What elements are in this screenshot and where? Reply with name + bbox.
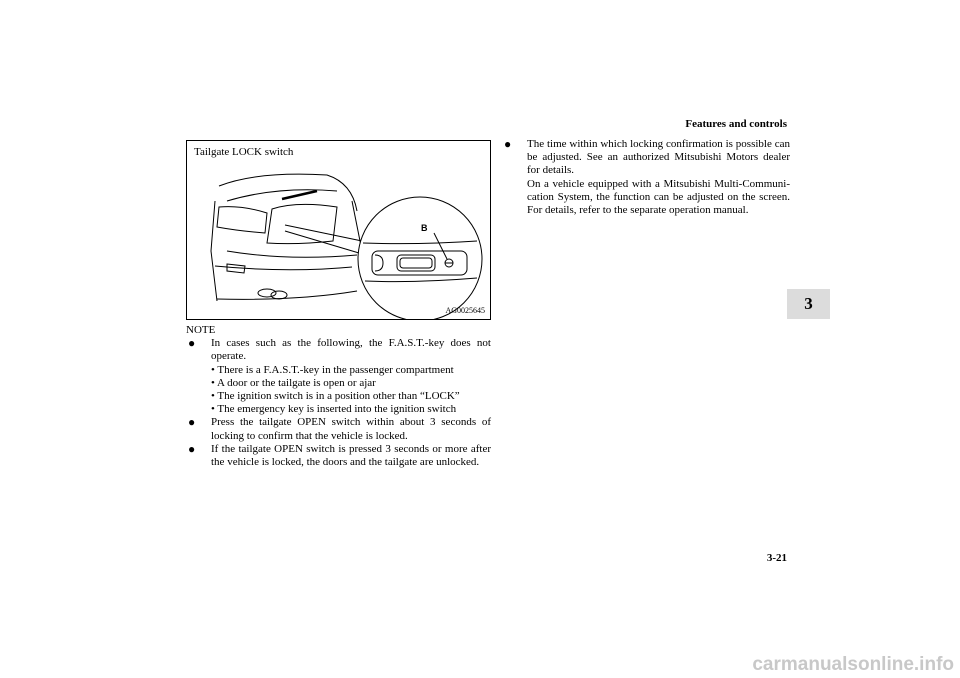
tailgate-lock-switch-figure	[186, 140, 491, 320]
note-title: NOTE	[186, 324, 216, 336]
callout-label-b: B	[421, 223, 428, 233]
bullet-icon: ●	[188, 336, 196, 351]
note-bullet	[502, 138, 790, 217]
note-bullet	[186, 416, 491, 442]
bullet-text: In cases such as the following, the F.A.S.T.-key does not operate.	[211, 337, 491, 363]
note-bullet	[186, 337, 491, 416]
bullet-subitem: • The emergency key is inserted into the ignition switch	[211, 403, 457, 416]
bullet-icon: ●	[188, 415, 196, 430]
figure-code: AG0025645	[445, 306, 485, 315]
bullet-subitem: • A door or the tailgate is open or ajar	[211, 376, 376, 389]
figure-caption: Tailgate LOCK switch	[194, 146, 296, 158]
bullet-text: The time within which locking confirmation is possible can be adjusted. See an authorized Mitsubishi Motors dealer for details.	[527, 138, 790, 177]
bullet-extra-text: On a vehicle equipped with a Mitsubishi Multi-Communi-cation System, the function can be adjusted on the screen. For details, refer to the separate operation manual.	[527, 177, 790, 217]
bullet-subitem: • The ignition switch is in a position other than “LOCK”	[211, 390, 460, 403]
watermark: carmanualsonline.info	[752, 654, 954, 675]
bullet-icon: ●	[188, 441, 196, 456]
header-title: Features and controls	[685, 118, 787, 130]
bullet-icon: ●	[504, 137, 512, 151]
bullet-subitem: • There is a F.A.S.T.-key in the passenger compartment	[211, 363, 454, 376]
page-number: 3-21	[766, 552, 787, 564]
chapter-tab: 3	[787, 289, 830, 319]
left-column	[186, 324, 491, 469]
note-bullet	[186, 443, 491, 469]
tailgate-illustration	[187, 141, 491, 320]
bullet-text: If the tailgate OPEN switch is pressed 3 seconds or more after the vehicle is locked, the doors and the tailgate are unlocked.	[211, 442, 491, 469]
right-column	[502, 138, 790, 217]
bullet-text: Press the tailgate OPEN switch within about 3 seconds of locking to confirm that the vehicle is locked.	[211, 416, 491, 442]
